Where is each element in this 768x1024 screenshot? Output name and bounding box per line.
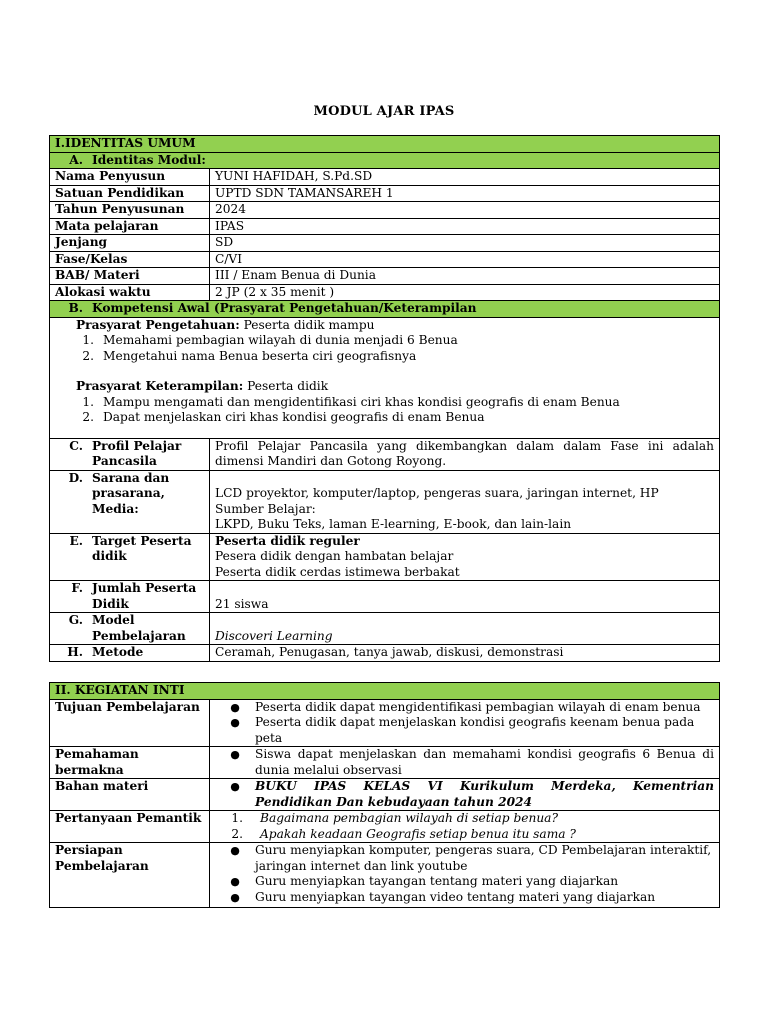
row-label: Jenjang [50, 235, 210, 252]
list-item: ● Peserta didik dapat menjelaskan kondisi geografis keenam benua pada peta [230, 715, 695, 745]
sarana-value: LCD proyektor, komputer/laptop, pengeras suara, jaringan internet, HP Sumber Belajar: LKPD, Buku Teks, laman E-learning, E-book, dan lain-lain [210, 470, 720, 533]
target-peserta-value: Peserta didik reguler Pesera didik dengan hambatan belajar Peserta didik cerdas istimewa berbakat [210, 533, 720, 581]
kompetensi-awal-cell [50, 317, 720, 438]
tujuan-label: Tujuan Pembelajaran [50, 699, 210, 747]
pemahaman-label: Pemahaman bermakna [50, 747, 210, 779]
row-value: 2024 [210, 202, 720, 219]
list-item: 2. Mengetahui nama Benua beserta ciri geografisnya [82, 348, 417, 363]
row-label: Nama Penyusun [50, 169, 210, 186]
profil-pelajar-value: Profil Pelajar Pancasila yang dikembangkan dalam dalam Fase ini adalah dimensi Mandiri dan Gotong Royong. [210, 438, 720, 470]
profil-pelajar-label: C. Profil Pelajar Pancasila [50, 438, 210, 470]
identity-row [50, 268, 720, 285]
persiapan-label: Persiapan Pembelajaran [50, 843, 210, 908]
persiapan-value [210, 843, 720, 908]
list-item: ● Siswa dapat menjelaskan dan memahami kondisi geografis 6 Benua di dunia melalui observasi [230, 747, 714, 777]
list-item: 1. Memahami pembagian wilayah di dunia menjadi 6 Benua [82, 333, 458, 347]
pertanyaan-value [210, 811, 720, 843]
list-item: 1. Mampu mengamati dan mengidentifikasi ciri khas kondisi geografis di enam Benua [82, 394, 620, 409]
list-item: 2. Apakah keadaan Geografis setiap benua itu sama ? [231, 826, 576, 841]
tujuan-value [210, 699, 720, 747]
target-peserta-label: E. Target Peserta didik [50, 533, 210, 581]
identity-row [50, 169, 720, 186]
row-label: Alokasi waktu [50, 284, 210, 301]
row-value: 2 JP (2 x 35 menit ) [210, 284, 720, 301]
pertanyaan-label: Pertanyaan Pemantik [50, 811, 210, 843]
prasyarat-pengetahuan-list [76, 333, 714, 364]
list-item: ● Guru menyiapkan tayangan video tentang materi yang diajarkan [230, 889, 656, 904]
identity-row [50, 251, 720, 268]
row-value: III / Enam Benua di Dunia [210, 268, 720, 285]
row-label: Mata pelajaran [50, 218, 210, 235]
kegiatan-inti-table [49, 682, 720, 908]
identity-row [50, 235, 720, 252]
metode-value: Ceramah, Penugasan, tanya jawab, diskusi, demonstrasi [210, 645, 720, 662]
sarana-label: D. Sarana dan prasarana, Media: [50, 470, 210, 533]
prasyarat-keterampilan-list [76, 395, 714, 426]
list-item: ● Guru menyiapkan komputer, pengeras suara, CD Pembelajaran interaktif, jaringan internet dan link youtube [230, 843, 712, 873]
jumlah-peserta-value: 21 siswa [210, 581, 720, 613]
row-value: YUNI HAFIDAH, S.Pd.SD [210, 169, 720, 186]
row-label: Fase/Kelas [50, 251, 210, 268]
row-value: IPAS [210, 218, 720, 235]
jumlah-peserta-label: F. Jumlah Peserta Didik [50, 581, 210, 613]
row-label: BAB/ Materi [50, 268, 210, 285]
list-item: 1. Bagaimana pembagian wilayah di setiap benua? [231, 811, 558, 825]
model-pembelajaran-value: Discoveri Learning [210, 613, 720, 645]
document-title: MODUL AJAR IPAS [313, 104, 455, 119]
row-value: SD [210, 235, 720, 252]
list-item: ● BUKU IPAS KELAS VI Kurikulum Merdeka, Kementrian Pendidikan Dan kebudayaan tahun 2024 [230, 779, 714, 809]
identity-row [50, 284, 720, 301]
bahan-label: Bahan materi [50, 779, 210, 811]
identity-row [50, 185, 720, 202]
bahan-value [210, 779, 720, 811]
row-label: Tahun Penyusunan [50, 202, 210, 219]
identitas-umum-table [49, 135, 720, 662]
section-1-header: I.IDENTITAS UMUM [50, 136, 720, 153]
pemahaman-value [210, 747, 720, 779]
list-item: ● Guru menyiapkan tayangan tentang materi yang diajarkan [230, 874, 619, 888]
row-label: Satuan Pendidikan [50, 185, 210, 202]
prasyarat-pengetahuan: Prasyarat Pengetahuan: Peserta didik mampu [76, 317, 375, 332]
list-item: ● Peserta didik dapat mengidentifikasi pembagian wilayah di enam benua [230, 699, 701, 714]
row-value: C/VI [210, 251, 720, 268]
metode-label: H. Metode [50, 645, 210, 662]
identity-row [50, 218, 720, 235]
subsection-b-header: B. Kompetensi Awal (Prasyarat Pengetahuan/Keterampilan [50, 301, 720, 318]
model-pembelajaran-label: G. Model Pembelajaran [50, 613, 210, 645]
subsection-a-header: A. Identitas Modul: [50, 152, 720, 169]
identity-row [50, 202, 720, 219]
prasyarat-keterampilan: Prasyarat Keterampilan: Peserta didik [76, 379, 329, 393]
row-value: UPTD SDN TAMANSAREH 1 [210, 185, 720, 202]
section-2-header: II. KEGIATAN INTI [50, 683, 720, 700]
list-item: 2. Dapat menjelaskan ciri khas kondisi geografis di enam Benua [82, 410, 485, 424]
